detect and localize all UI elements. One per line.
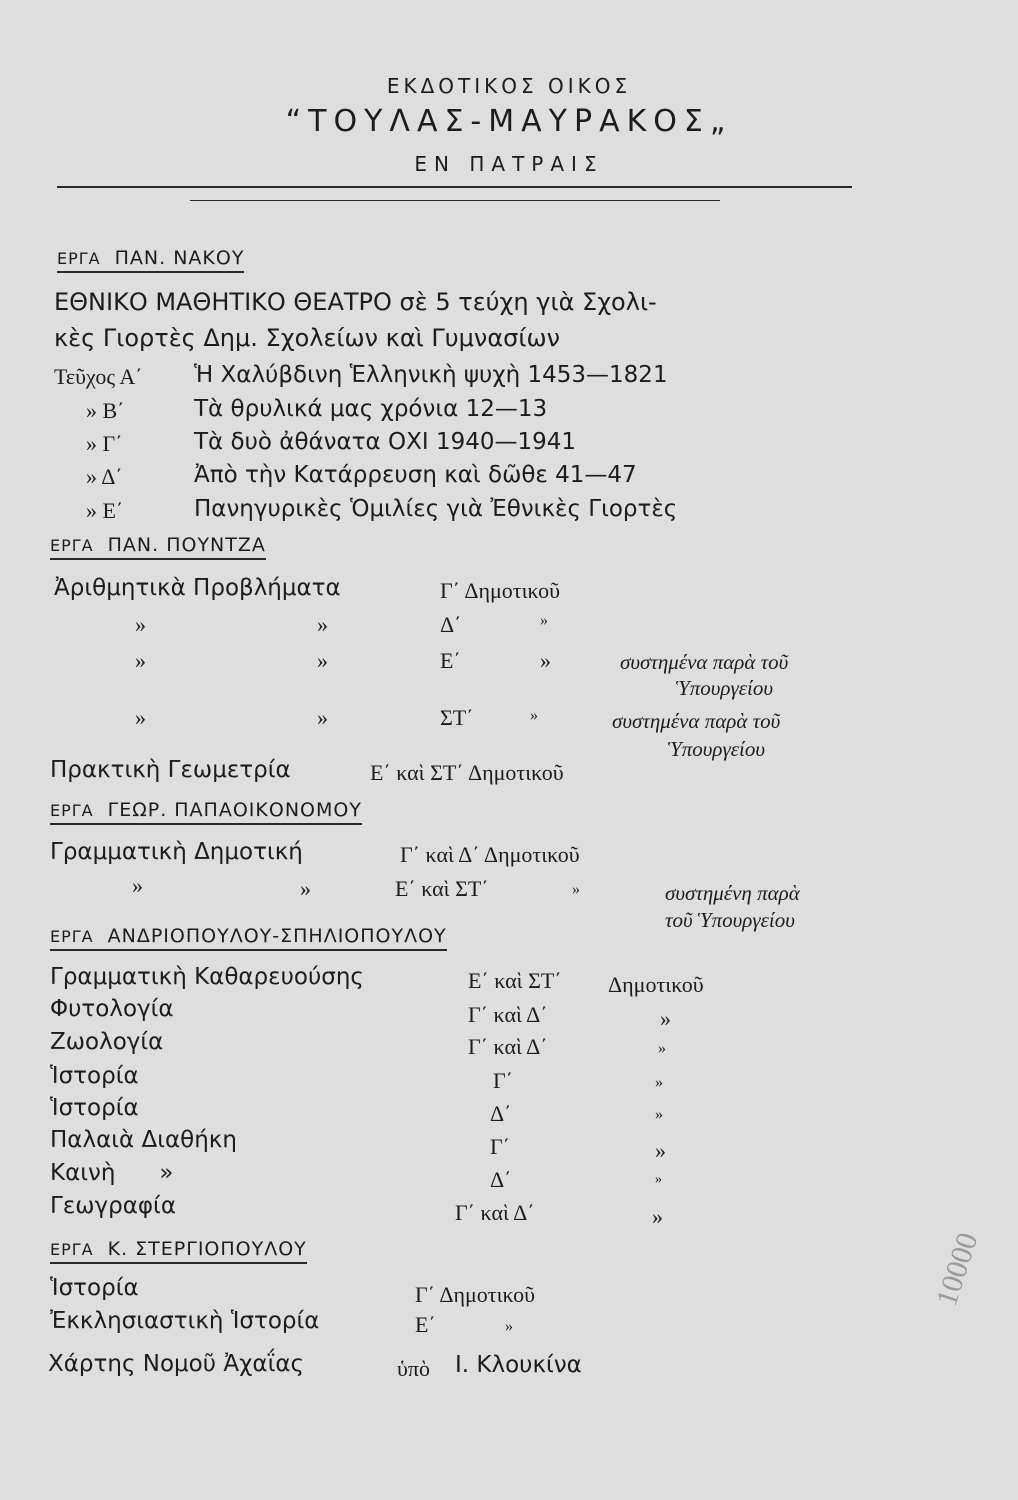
- ditto-mark: »: [655, 1074, 663, 1091]
- section-heading-stergiopoulou: [50, 1238, 307, 1264]
- heading-word: ΕΡΓΑ: [50, 801, 94, 820]
- ditto-mark: »: [317, 648, 328, 673]
- ditto-mark: »: [660, 1006, 671, 1031]
- issue-title: Ἀπὸ τὴν Κατάρρευση καὶ δῶθε 41—47: [194, 462, 637, 488]
- ministry-note: συστημένα παρὰ τοῦ: [612, 709, 781, 733]
- ditto-mark: »: [317, 612, 328, 637]
- book-grade: Γ΄ καὶ Δ΄ Δημοτικοῦ: [400, 842, 580, 867]
- issue-label: » Δ΄: [86, 464, 123, 489]
- ditto-mark: »: [540, 612, 548, 629]
- publisher-label: ΕΚΔΟΤΙΚΟΣ ΟΙΚΟΣ: [386, 74, 632, 98]
- book-title: Ἱστορία: [50, 1275, 139, 1301]
- section-heading-papaoikonomou: [50, 799, 362, 825]
- book-title: Ἀριθμητικὰ Προβλήματα: [54, 575, 341, 601]
- issue-label: » Γ΄: [86, 431, 123, 456]
- author-name: ΠΑΝ. ΝΑΚΟΥ: [114, 247, 245, 269]
- ditto-mark: »: [135, 648, 146, 673]
- ditto-mark: »: [655, 1106, 663, 1123]
- ditto-mark: »: [530, 707, 538, 724]
- ministry-note: συστημένα παρὰ τοῦ: [620, 650, 789, 674]
- ministry-note: Ὑπουργείου: [668, 737, 765, 761]
- book-grade: Ε΄ καὶ ΣΤ΄ Δημοτικοῦ: [370, 760, 564, 785]
- book-title: Παλαιὰ Διαθήκη: [50, 1127, 237, 1153]
- book-grade: Γ΄ Δημοτικοῦ: [415, 1282, 536, 1307]
- ditto-mark: »: [655, 1138, 666, 1163]
- book-title: Καινὴ »: [50, 1160, 174, 1186]
- author-name: ΠΑΝ. ΠΟΥΝΤΖΑ: [107, 534, 266, 556]
- theatre-intro-line2: κὲς Γιορτὲς Δημ. Σχολείων καὶ Γυμνασίων: [54, 324, 560, 352]
- ditto-mark: »: [658, 1040, 666, 1057]
- book-grade: Δ΄: [490, 1167, 512, 1192]
- theatre-intro-line1: ΕΘΝΙΚΟ ΜΑΘΗΤΙΚΟ ΘΕΑΤΡΟ σὲ 5 τεύχη γιὰ Σχολι-: [54, 288, 657, 316]
- header-rule-bottom: [190, 200, 720, 201]
- book-grade: Γ΄ Δημοτικοῦ: [440, 578, 561, 603]
- ditto-mark: »: [135, 705, 146, 730]
- book-grade: Δ΄: [490, 1101, 512, 1126]
- book-grade: Γ΄ καὶ Δ΄: [468, 1034, 548, 1059]
- ministry-note: τοῦ Ὑπουργείου: [665, 908, 795, 932]
- ditto-mark: »: [317, 705, 328, 730]
- book-grade: Ε΄ καὶ ΣΤ΄: [468, 968, 562, 993]
- ditto-mark: »: [505, 1318, 513, 1335]
- book-grade: Γ΄: [490, 1134, 511, 1159]
- book-title: Ζωολογία: [50, 1029, 164, 1055]
- issue-label: » Ε΄: [86, 498, 124, 523]
- heading-word: ΕΡΓΑ: [50, 1240, 94, 1259]
- ditto-mark: »: [652, 1204, 663, 1229]
- map-by: ὑπὸ: [397, 1356, 430, 1381]
- header-rule-top: [57, 186, 852, 188]
- publisher-city: ΕΝ ΠΑΤΡΑΙΣ: [414, 152, 604, 176]
- issue-title: Τὰ θρυλικά μας χρόνια 12—13: [194, 396, 548, 422]
- ditto-mark: »: [300, 876, 311, 901]
- book-grade: Ε΄: [440, 648, 461, 673]
- book-level: Δημοτικοῦ: [608, 972, 704, 997]
- map-author: Ι. Κλουκίνα: [455, 1352, 582, 1378]
- ditto-mark: »: [655, 1172, 662, 1187]
- heading-word: ΕΡΓΑ: [50, 536, 94, 555]
- book-title: Γραμματικὴ Καθαρευούσης: [50, 964, 364, 990]
- section-heading-nakou: [57, 247, 244, 273]
- ditto-mark: »: [135, 612, 146, 637]
- section-heading-pountza: [50, 534, 266, 560]
- publisher-name: “ΤΟΥΛΑΣ-ΜΑΥΡΑΚΟΣ„: [285, 104, 733, 139]
- author-name: ΓΕΩΡ. ΠΑΠΑΟΙΚΟΝΟΜΟΥ: [107, 799, 362, 821]
- issue-label: Τεῦχος Α΄: [54, 364, 143, 389]
- issue-title: Ἡ Χαλύβδινη Ἑλληνικὴ ψυχὴ 1453—1821: [194, 362, 668, 388]
- book-title: Γεωγραφία: [50, 1193, 176, 1219]
- section-heading-andriopoulou: [50, 925, 447, 951]
- book-title: Φυτολογία: [50, 996, 174, 1022]
- ditto-mark: »: [540, 648, 551, 673]
- author-name: ΑΝΔΡΙΟΠΟΥΛΟΥ-ΣΠΗΛΙΟΠΟΥΛΟΥ: [107, 925, 447, 947]
- book-grade: Ε΄: [415, 1312, 436, 1337]
- issue-title: Πανηγυρικὲς Ὁμιλίες γιὰ Ἐθνικὲς Γιορτὲς: [194, 496, 678, 522]
- issue-label: » Β΄: [86, 398, 125, 423]
- book-grade: Γ΄ καὶ Δ΄: [468, 1002, 548, 1027]
- book-grade: ΣΤ΄: [440, 705, 474, 730]
- book-title: Ἐκκλησιαστικὴ Ἱστορία: [50, 1308, 320, 1334]
- heading-word: ΕΡΓΑ: [50, 927, 94, 946]
- book-grade: Δ΄: [440, 612, 462, 637]
- issue-title: Τὰ δυὸ ἀθάνατα ΟΧΙ 1940—1941: [194, 429, 577, 455]
- book-grade: Γ΄: [493, 1068, 514, 1093]
- book-title: Ἱστορία: [50, 1095, 139, 1121]
- handwritten-number: 10000: [930, 1228, 985, 1311]
- ministry-note: συστημένη παρὰ: [665, 881, 800, 905]
- heading-word: ΕΡΓΑ: [57, 249, 101, 268]
- ditto-mark: »: [132, 873, 143, 898]
- author-name: Κ. ΣΤΕΡΓΙΟΠΟΥΛΟΥ: [107, 1238, 307, 1260]
- book-title: Γραμματικὴ Δημοτική: [50, 839, 303, 865]
- ditto-mark: »: [572, 881, 580, 898]
- map-title: Χάρτης Νομοῦ Ἀχαΐας: [48, 1351, 304, 1377]
- book-grade: Ε΄ καὶ ΣΤ΄: [395, 876, 489, 901]
- book-title: Πρακτικὴ Γεωμετρία: [50, 757, 291, 783]
- book-grade: Γ΄ καὶ Δ΄: [455, 1200, 535, 1225]
- ministry-note: Ὑπουργείου: [676, 676, 773, 700]
- book-title: Ἱστορία: [50, 1063, 139, 1089]
